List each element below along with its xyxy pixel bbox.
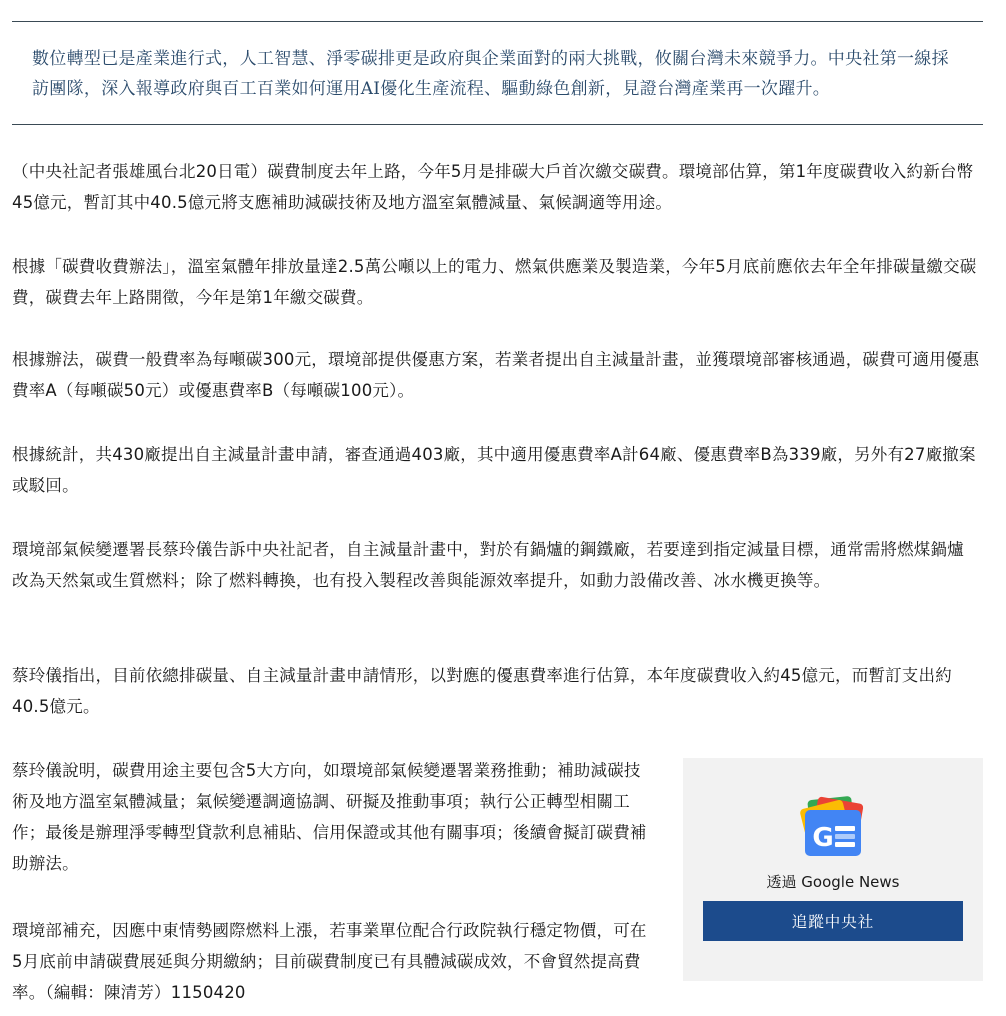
follow-cna-button[interactable]: 追蹤中央社 [703,901,963,941]
intro-box [12,21,983,125]
google-news-label: 透過 Google News [766,873,900,891]
article-paragraph: （中央社記者張雄風台北20日電）碳費制度去年上路，今年5月是排碳大戶首次繳交碳費。環境部估算，第1年度碳費收入約新台幣45億元，暫訂其中40.5億元將支應補助減碳技術及地方溫室氣體減量、氣候調適等用途。 [12,162,974,212]
intro-text: 數位轉型已是產業進行式，人工智慧、淨零碳排更是政府與企業面對的兩大挑戰，攸關台灣未來競爭力。中央社第一線採訪團隊，深入報導政府與百工百業如何運用AI優化生產流程、驅動綠色創新，見證台灣產業再一次躍升。 [32,49,949,99]
article-paragraph: 根據統計，共430廠提出自主減量計畫申請，審查通過403廠，其中適用優惠費率A計64廠、優惠費率B為339廠，另外有27廠撤案或駁回。 [12,445,976,495]
google-news-follow-box [683,758,983,981]
article-paragraph: 環境部氣候變遷署長蔡玲儀告訴中央社記者，自主減量計畫中，對於有鍋爐的鋼鐵廠，若要達到指定減量目標，通常需將燃煤鍋爐改為天然氣或生質燃料；除了燃料轉換，也有投入製程改善與能源效率提升，如動力設備改善、冰水機更換等。 [12,540,964,590]
google-news-logo-letter: G [812,823,834,853]
google-news-icon [795,796,871,862]
article-paragraph: 蔡玲儀說明，碳費用途主要包含5大方向，如環境部氣候變遷署業務推動；補助減碳技術及地方溫室氣體減量；氣候變遷調適協調、研擬及推動事項；執行公正轉型相關工作；最後是辦理淨零轉型貸款利息補貼、信用保證或其他有關事項；後續會擬訂碳費補助辦法。 [12,761,647,873]
article-paragraph: 根據辦法，碳費一般費率為每噸碳300元，環境部提供優惠方案，若業者提出自主減量計畫，並獲環境部審核通過，碳費可適用優惠費率A（每噸碳50元）或優惠費率B（每噸碳100元）。 [12,350,980,400]
article-paragraph: 環境部補充，因應中東情勢國際燃料上漲，若事業單位配合行政院執行穩定物價，可在5月底前申請碳費展延與分期繳納；目前碳費制度已有具體減碳成效，不會貿然提高費率。（編輯：陳清芳）1150420 [12,921,647,1002]
article-paragraph: 蔡玲儀指出，目前依總排碳量、自主減量計畫申請情形，以對應的優惠費率進行估算，本年度碳費收入約45億元，而暫訂支出約40.5億元。 [12,666,952,716]
article-paragraph: 根據「碳費收費辦法」，溫室氣體年排放量達2.5萬公噸以上的電力、燃氣供應業及製造業，今年5月底前應依去年全年排碳量繳交碳費，碳費去年上路開徵，今年是第1年繳交碳費。 [12,257,977,307]
